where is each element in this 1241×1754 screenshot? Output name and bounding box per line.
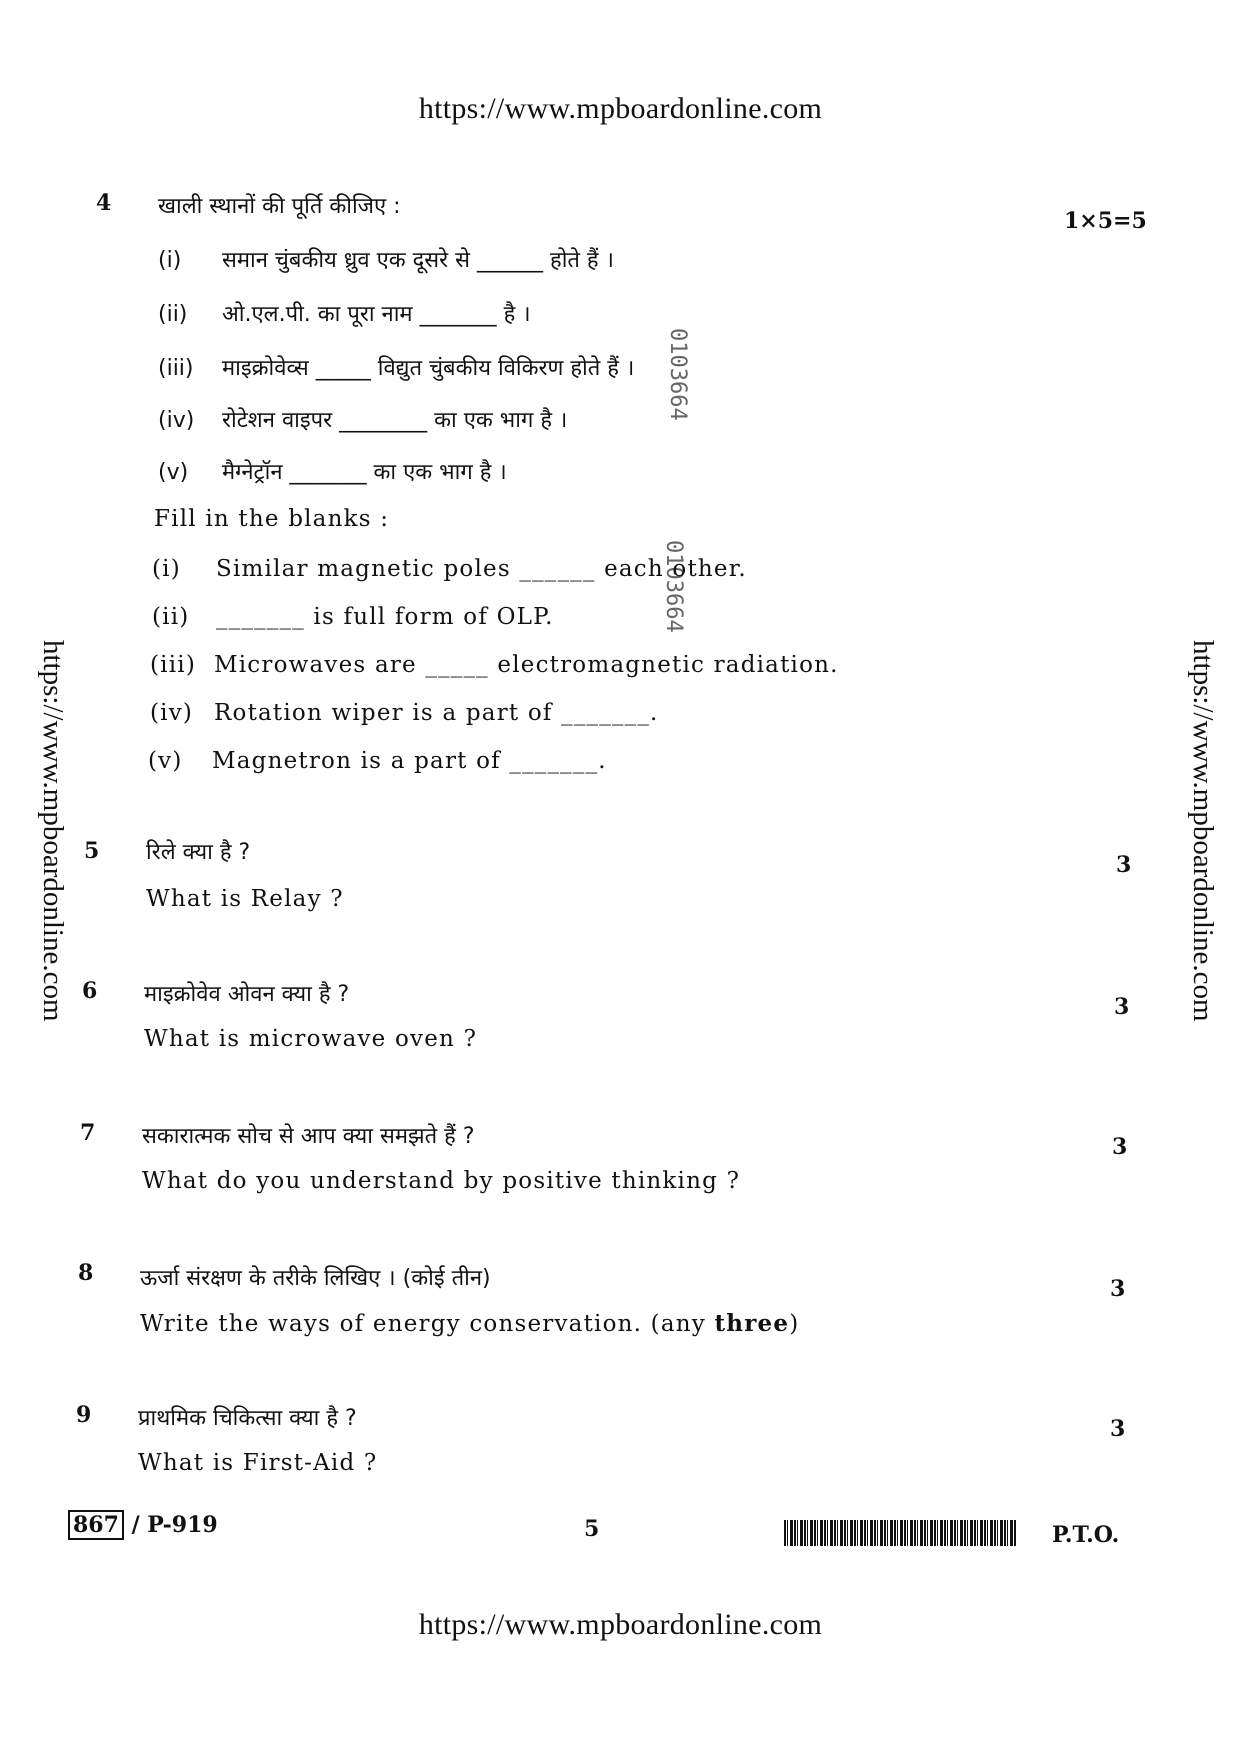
blank-item-hindi	[158, 404, 567, 434]
item-text: रोटेशन वाइपर ________ का एक भाग है ।	[222, 408, 568, 433]
question-number: 4	[96, 190, 112, 216]
question-number: 9	[76, 1402, 92, 1428]
side-url-right: https://www.mpboardonline.com	[1187, 640, 1219, 1022]
item-text: माइक्रोवेव्स _____ विद्युत चुंबकीय विकिरण होते हैं ।	[222, 356, 635, 381]
blank-item-english	[148, 748, 607, 774]
question-number: 7	[80, 1120, 96, 1146]
barcode	[784, 1520, 1016, 1546]
item-label: (iii)	[150, 652, 197, 678]
blank-item-english	[150, 700, 659, 726]
item-label: (iv)	[150, 700, 194, 726]
blank-item-hindi	[158, 298, 531, 328]
item-text: Magnetron is a part of _______.	[212, 748, 607, 774]
blank-item-english	[150, 652, 839, 678]
item-label: (ii)	[152, 604, 190, 630]
question-marks: 3	[1110, 1276, 1126, 1302]
paper-code-box: 867	[68, 1510, 124, 1540]
item-text: समान चुंबकीय ध्रुव एक दूसरे से ______ होते हैं ।	[222, 248, 614, 273]
item-label: (v)	[158, 460, 189, 485]
question-text-hindi: ऊर्जा संरक्षण के तरीके लिखिए । (कोई तीन)	[140, 1266, 491, 1291]
question-marks: 3	[1110, 1416, 1126, 1442]
item-text: _______ is full form of OLP.	[216, 604, 554, 630]
question-text-english-suffix: )	[789, 1311, 800, 1337]
question-marks: 1×5=5	[1064, 208, 1147, 234]
question-text-hindi: माइक्रोवेव ओवन क्या है ?	[144, 982, 350, 1007]
paper-code	[68, 1512, 218, 1538]
question-heading-hindi: खाली स्थानों की पूर्ति कीजिए :	[158, 194, 401, 219]
question-text-english: What is Relay ?	[146, 886, 344, 912]
item-label: (v)	[148, 748, 183, 774]
question-number: 6	[82, 978, 98, 1004]
question-number: 5	[84, 838, 100, 864]
item-text: Rotation wiper is a part of _______.	[214, 700, 659, 726]
side-url-left: https://www.mpboardonline.com	[37, 640, 69, 1022]
question-marks: 3	[1112, 1134, 1128, 1160]
question-text-english: What is First-Aid ?	[138, 1450, 378, 1476]
question-text-english-prefix: Write the ways of energy conservation. (any	[140, 1311, 715, 1337]
footer-url: https://www.mpboardonline.com	[418, 1608, 823, 1641]
question-marks: 3	[1116, 852, 1132, 878]
blank-item-hindi	[158, 352, 634, 382]
question-text-hindi: रिले क्या है ?	[146, 840, 251, 865]
item-label: (i)	[152, 556, 181, 582]
question-text-english-emphasis: three	[714, 1310, 790, 1337]
header-url: https://www.mpboardonline.com	[418, 92, 823, 125]
serial-stamp: 0103664	[661, 540, 686, 633]
question-text-english: What do you understand by positive thinking ?	[142, 1168, 741, 1194]
blank-item-hindi	[158, 244, 614, 274]
item-text: ओ.एल.पी. का पूरा नाम _______ है ।	[222, 302, 531, 327]
serial-stamp: 0103664	[665, 328, 690, 421]
item-label: (ii)	[158, 302, 188, 327]
question-heading-english: Fill in the blanks :	[154, 506, 390, 532]
question-text-hindi: सकारात्मक सोच से आप क्या समझते हैं ?	[142, 1124, 475, 1149]
blank-item-english	[152, 556, 747, 582]
item-label: (i)	[158, 248, 182, 273]
question-text-english	[140, 1310, 799, 1337]
question-marks: 3	[1114, 994, 1130, 1020]
question-number: 8	[78, 1260, 94, 1286]
pto-label: P.T.O.	[1052, 1522, 1120, 1548]
paper-id: / P-919	[123, 1512, 218, 1538]
item-label: (iv)	[158, 408, 195, 433]
item-text: Similar magnetic poles ______ each other.	[216, 556, 747, 582]
question-text-english: What is microwave oven ?	[144, 1026, 478, 1052]
blank-item-hindi	[158, 456, 507, 486]
item-label: (iii)	[158, 356, 194, 381]
item-text: मैग्नेट्रॉन _______ का एक भाग है ।	[222, 460, 507, 485]
question-text-hindi: प्राथमिक चिकित्सा क्या है ?	[138, 1406, 357, 1431]
item-text: Microwaves are _____ electromagnetic radiation.	[214, 652, 839, 678]
page-number: 5	[584, 1516, 600, 1542]
blank-item-english	[152, 604, 554, 630]
